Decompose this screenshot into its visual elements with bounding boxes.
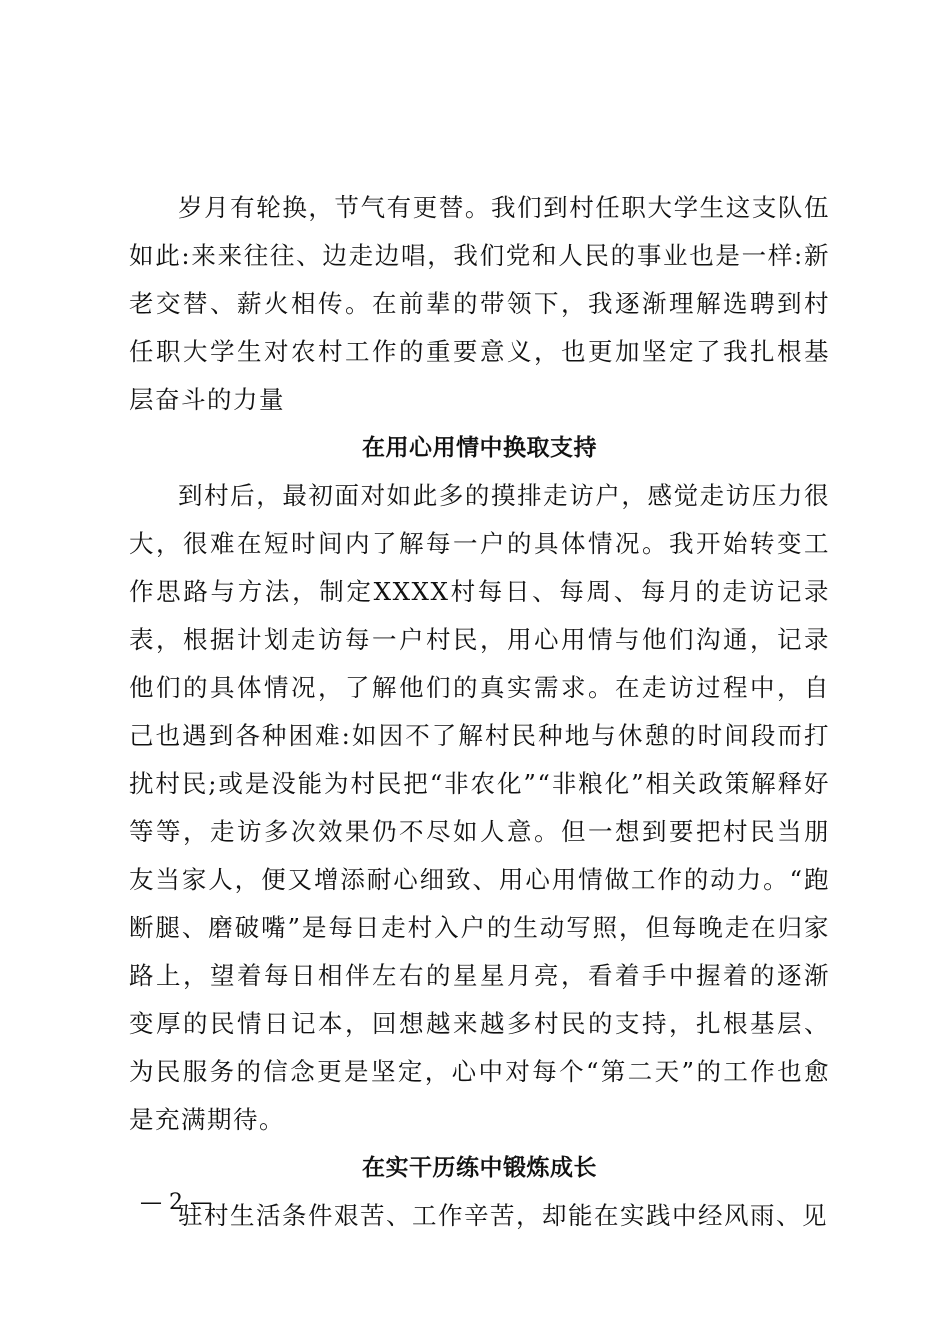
section-heading: 在实干历练中锻炼成长 xyxy=(362,1154,597,1181)
document-body xyxy=(129,184,830,1240)
page-number: — 2 — xyxy=(140,1190,212,1215)
section-heading: 在用心用情中换取支持 xyxy=(362,434,597,461)
paragraph: 驻村生活条件艰苦、工作辛苦，却能在实践中经风雨、见 xyxy=(178,1201,828,1230)
paragraph: 到村后，最初面对如此多的摸排走访户，感觉走访压力很大，很难在短时间内了解每一户的具体情况。我开始转变工作思路与方法，制定XXXX村每日、每周、每月的走访记录表，根据计划走访每一户村民，用心用情与他们沟通，记录他们的具体情况，了解他们的真实需求。在走访过程中，自己也遇到各种困难:如因不了解村民种地与休憩的时间段而打扰村民;或是没能为村民把“非农化”“非粮化”相关政策解释好等等，走访多次效果仍不尽如人意。但一想到要把村民当朋友当家人，便又增添耐心细致、用心用情做工作的动力。“跑断腿、磨破嘴”是每日走村入户的生动写照，但每晚走在归家路上，望着每日相伴左右的星星月亮，看着手中握着的逐渐变厚的民情日记本，回想越来越多村民的支持，扎根基层、为民服务的信念更是坚定，心中对每个“第二天”的工作也愈是充满期待。 xyxy=(129,481,830,1134)
paragraph: 岁月有轮换，节气有更替。我们到村任职大学生这支队伍如此:来来往往、边走边唱，我们党和人民的事业也是一样:新老交替、薪火相传。在前辈的带领下，我逐渐理解选聘到村任职大学生对农村工作的重要意义，也更加坚定了我扎根基层奋斗的力量 xyxy=(129,193,830,414)
